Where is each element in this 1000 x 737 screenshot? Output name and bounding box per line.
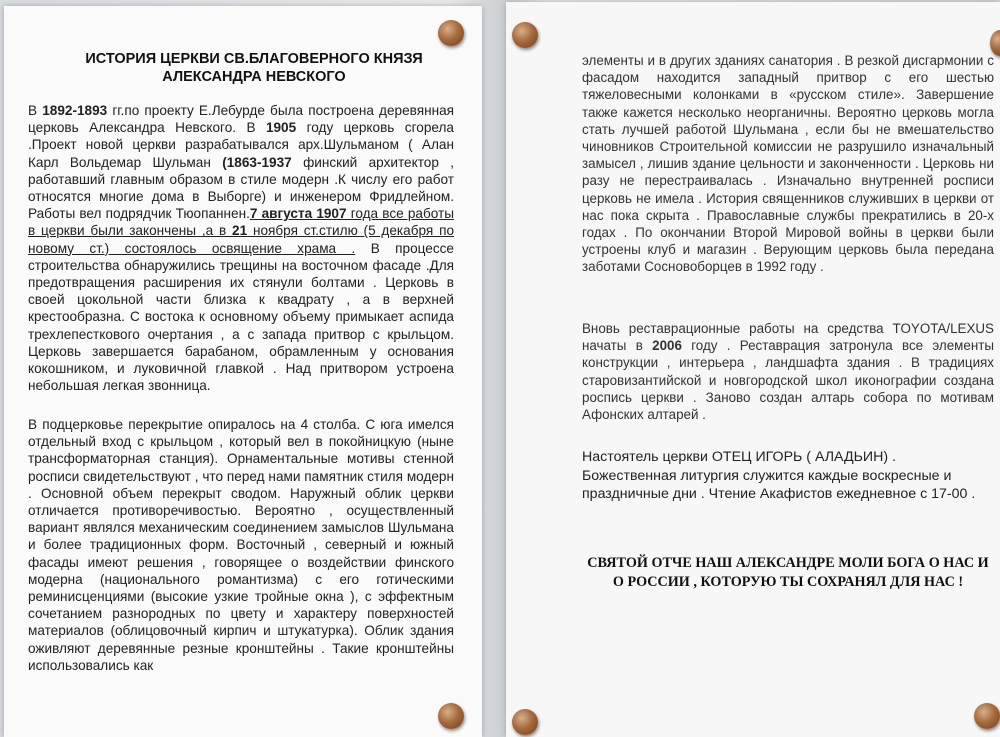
text-run: года все работы в церкви были закончены ,а в — [28, 206, 454, 239]
text-run: Вновь реставрационные работы на средства TOYOTA/LEXUS начаты в — [582, 321, 994, 354]
pushpin-icon — [512, 22, 538, 48]
text-run: финский архитектор , работавший главным образом в стиле модерн .К числу его работ относятся многие дома в Выборге) и инженером Фридлейном. Работы вел подрядчик Тюопаннен. — [28, 154, 454, 222]
text-run: 21 — [232, 223, 248, 239]
document-title: ИСТОРИЯ ЦЕРКВИ СВ.БЛАГОВЕРНОГО КНЯЗЯ АЛЕКСАНДРА НЕВСКОГО — [85, 51, 423, 85]
text-run: (1863-1937 — [222, 154, 292, 170]
text-run: В — [28, 103, 43, 118]
text-run: 7 августа 1907 — [249, 206, 347, 222]
prayer-text: СВЯТОЙ ОТЧЕ НАШ АЛЕКСАНДРЕ МОЛИ БОГА О НАС И О РОССИИ , КОТОРУЮ ТЫ СОХРАНЯЛ ДЛЯ НАС ! — [587, 555, 989, 590]
text-run: ноября ст.стилю (5 декабря по новому ст.) состоялось освящение храма . — [28, 223, 455, 256]
text-run: 1892-1893 — [42, 103, 108, 118]
service-schedule: Настоятель церкви ОТЕЦ ИГОРЬ ( АЛАДЬИН) . Божественная литургия служится каждые воскресные и праздничные дни . Чтение Акафистов ежедневное с 17-00 . — [582, 449, 976, 503]
pushpin-icon — [438, 20, 464, 46]
text-run: 1905 — [265, 120, 297, 136]
text-run: году церковь сгорела .Проект новой церкви разрабатывался арх.Шульманом ( Алан Карл Вольдемар Шульман — [28, 120, 454, 170]
text-run: гг.по проекту Е.Лебурде была построена деревянная церковь Александра Невского. В — [28, 103, 455, 136]
text-run: году . Реставрация затронула все элементы конструкции , интерьера , ландшафта здания . В традициях старовизантийской и новгородской школ иконографии создана роспись церкви . Заново создан алтарь собора по мотивам Афонских алтарей . — [582, 338, 994, 423]
right-notice-sheet — [506, 2, 1000, 737]
pushpin-icon — [974, 703, 1000, 729]
pushpin-icon — [512, 709, 538, 735]
text-run: В процессе строительства обнаружились трещины на восточном фасаде .Для предотвращения расширения их стянули болтами . Церковь в своей цокольной части близка к квадрату , а в верхней крестообразна. С востока к основному объему примыкает аспида трехлепесткового очертания , а с запада притвор с крыльцом. Церковь завершается барабаном, обрамленным у основания кокошником, и луковичной главкой . Над притвором устроена небольшая легкая звонница. — [28, 240, 454, 394]
left-notice-sheet — [4, 6, 482, 737]
history-paragraph-1 — [28, 102, 454, 394]
text-run: 2006 — [652, 338, 682, 354]
restoration-paragraph — [582, 320, 994, 423]
pushpin-icon — [438, 703, 464, 729]
history-paragraph-3: элементы и в других зданиях санатория . В резкой дисгармонии с фасадом находится западный притвор с его шестью тяжеловесными колонками в «русском стиле». Завершение также кажется несколько неорганичны. Вероятно церковь могла стать лучшей работой Шульмана , если бы не вмешательство чиновников Строительной комиссии не разрушило изначальный замысел , лишив здание цельности и законченности . Церковь ни разу не перестраивалась . Изначально внутренней росписи церковь не имела . История священников служивших в церкви от нас пока скрыта . Православные службы прекратились в 20-х годах . По окончании Второй Мировой войны в церкви были устроены клуб и магазин . Верующим церковь была передана заботами Сосновоборцев в 1992 году . — [582, 53, 994, 275]
history-paragraph-2: В подцерковье перекрытие опиралось на 4 столба. С юга имелся отдельный вход с крыльцом , который вел в покойницкую (ныне трансформаторная станция). Орнаментальные мотивы стенной росписи свидетельствуют , что перед нами памятник стиля модерн . Основной объем перекрыт сводом. Наружный облик церкви отличается противоречивостью. Вероятно , осуществленный вариант являлся механическим соединением замыслов Шульмана и более традиционных форм. Восточный , северный и южный фасады имеют решения , говорящее о воздействии финского модерна (национального романтизма) с его готическими реминисценциями (высокие узкие тройные окна ), с эффектным сочетанием разнородных по цвету и характеру поверхностей материалов (облицовочный кирпич и штукатурка). Облик здания оживляют деревянные резные кронштейны . Такие кронштейны использовались как — [28, 417, 454, 673]
